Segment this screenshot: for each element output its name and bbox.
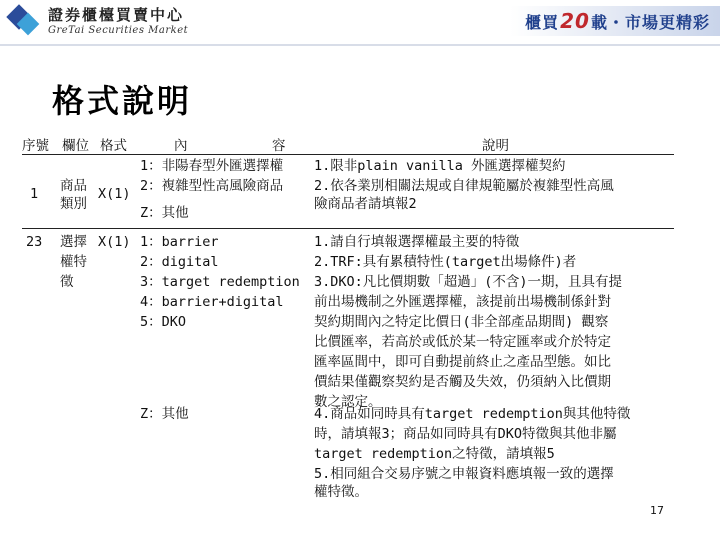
row1-content-z: Z：其他	[140, 205, 189, 221]
row23-desc-13: 5.相同組合交易序號之申報資料應填報一致的選擇	[314, 466, 614, 482]
row23-desc-10: 4.商品如同時具有target redemption與其他特徵	[314, 406, 631, 422]
logo-english-name: GreTai Securities Market	[48, 25, 189, 36]
row23-field-line3: 徵	[60, 274, 74, 290]
row23-content-2: 2：digital	[140, 254, 219, 270]
row23-content-1: 1：barrier	[140, 234, 219, 250]
row23-content-4: 4：barrier+digital	[140, 294, 284, 310]
anniversary-banner	[510, 6, 720, 36]
row23-desc-2: 2.TRF:具有累積特性(target出場條件)者	[314, 254, 577, 270]
logo-chinese-name: 證券櫃檯買賣中心	[48, 6, 185, 24]
row23-seq: 23	[26, 234, 43, 250]
page-title: 格式說明	[52, 82, 193, 120]
gretai-logo	[8, 4, 188, 36]
row23-desc-12: target redemption之特徵，請填報5	[314, 446, 555, 462]
row1-content-1: 1：非陽春型外匯選擇權	[140, 158, 284, 174]
header-format: 格式	[100, 138, 127, 154]
row1-desc-3: 險商品者請填報2	[314, 196, 417, 212]
row23-field-line1: 選擇	[60, 234, 87, 250]
row-divider	[22, 228, 674, 229]
row1-content-2: 2：複雜型性高風險商品	[140, 178, 284, 194]
row23-field-line2: 權特	[60, 254, 87, 270]
banner-suffix: 載・市場更精彩	[590, 12, 710, 32]
row23-desc-3: 3.DKO:凡比價期數「超過」(不含)一期，且具有提	[314, 274, 623, 290]
banner-prefix: 櫃買	[525, 12, 560, 32]
row23-desc-11: 時，請填報3；商品如同時具有DKO特徵與其他非屬	[314, 426, 617, 442]
row23-content-5: 5：DKO	[140, 314, 187, 330]
row23-desc-5: 契約期間內之特定比價日(非全部產品期間) 觀察	[314, 314, 609, 330]
row1-seq: 1	[30, 186, 39, 202]
header-seq: 序號	[22, 138, 49, 154]
row1-format: X(1)	[98, 186, 131, 202]
row1-field-line2: 類別	[60, 196, 87, 212]
row1-field-line1: 商品	[60, 178, 87, 194]
row23-desc-14: 權特徵。	[314, 484, 368, 500]
page-number: 17	[650, 504, 664, 517]
row23-desc-8: 價結果僅觀察契約是否觸及失效，仍須納入比價期	[314, 374, 611, 390]
header-rule	[22, 154, 674, 155]
row23-desc-6: 比價匯率，若高於或低於某一特定匯率或介於特定	[314, 334, 611, 350]
header-divider	[0, 44, 720, 46]
row23-content-3: 3：target redemption	[140, 274, 300, 290]
row23-desc-9: 數之認定。	[314, 394, 382, 410]
row23-desc-4: 前出場機制之外匯選擇權，該提前出場機制係針對	[314, 294, 611, 310]
header-bar	[0, 0, 720, 46]
header-field: 欄位	[62, 138, 89, 154]
header-content-b: 容	[272, 138, 286, 154]
format-table	[22, 136, 674, 501]
row23-content-z: Z：其他	[140, 406, 189, 422]
row23-desc-7: 匯率區間中，即可自動提前終止之產品型態。如比	[314, 354, 611, 370]
gretai-logo-icon	[8, 4, 40, 36]
row23-desc-1: 1.請自行填報選擇權最主要的特徵	[314, 234, 520, 250]
header-content-a: 內	[174, 138, 188, 154]
row23-format: X(1)	[98, 234, 131, 250]
row1-desc-2: 2.依各業別相關法規或自律規範屬於複雜型性高風	[314, 178, 614, 194]
row1-desc-1: 1.限非plain vanilla 外匯選擇權契約	[314, 158, 566, 174]
banner-number: 20	[560, 9, 590, 33]
header-description: 說明	[482, 138, 509, 154]
